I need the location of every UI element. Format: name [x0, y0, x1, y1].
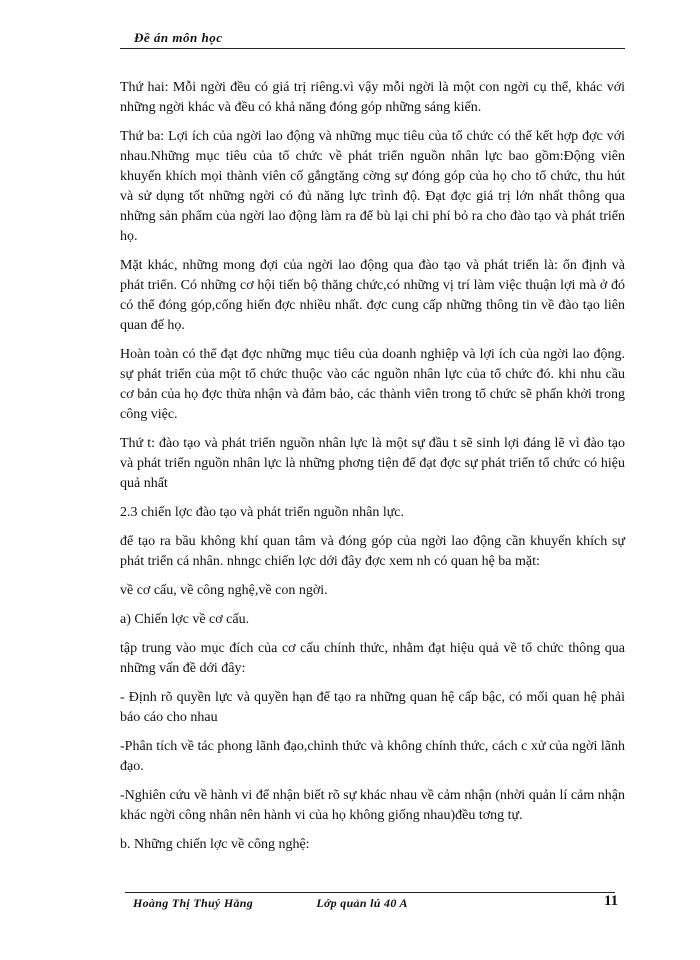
page-number: 11: [604, 893, 619, 909]
footer-class: Lớp quản lú 40 A: [316, 896, 408, 910]
paragraph: về cơ cấu, về công nghệ,về con ngời.: [120, 583, 328, 598]
subsection-heading: b. Những chiến lợc về công nghệ:: [120, 837, 310, 852]
page-footer: [133, 896, 633, 911]
paragraph: tập trung vào mục đích của cơ cấu chính thức, nhằm đạt hiệu quả về tổ chức thông qua những vấn đề dới đây:: [120, 641, 625, 676]
page-header: [120, 30, 625, 49]
section-heading: 2.3 chiến lợc đào tạo và phát triển nguồn nhân lực.: [120, 505, 405, 520]
footer-divider: [125, 892, 615, 893]
paragraph: Thứ hai: Mỗi ngời đều có giá trị riêng.vì vậy mỗi ngời là một con ngời cụ thể, khác với những ngời khác và đều có khả năng đóng góp những sáng kiến.: [120, 80, 625, 115]
list-item: -Phân tích về tác phong lãnh đạo,chình thức và không chính thức, cách c xử của ngời lãnh đạo.: [120, 739, 625, 774]
subsection-heading: a) Chiến lợc về cơ cấu.: [120, 612, 250, 627]
footer-author: Hoàng Thị Thuý Hằng: [133, 896, 254, 910]
paragraph: Mặt khác, những mong đợi của ngời lao động qua đào tạo và phát triển là: ổn định và phát triển. Có những cơ hội tiến bộ thăng chức,có những vị trí làm việc thuận lợi mà ở đó có thể đóng góp,cống hiến đợc nhiều nhất. đợc cung cấp những thông tin về đào tạo liên quan đế họ.: [120, 258, 625, 333]
paragraph: Thứ t: đào tạo và phát triển nguồn nhân lực là một sự đầu t sẽ sinh lợi đáng lẽ vì đào tạo và phát triển nguồn nhân lực là những phơng tiện để đạt đợc sự phát triển tổ chức có hiệu quả nhất: [120, 436, 625, 491]
header-title: Đề án môn học: [134, 30, 223, 45]
paragraph: Hoàn toàn có thể đạt đợc những mục tiêu của doanh nghiệp và lợi ích của ngời lao động. sự phát triển của một tổ chức thuộc vào các nguồn nhân lực của tổ chức đó. khi nhu cầu cơ bản của họ đợc thừa nhận và đảm bảo, các thành viên trong tổ chức sẽ phấn khởi trong công việc.: [120, 347, 625, 422]
document-body: [120, 78, 625, 864]
paragraph: để tạo ra bầu không khí quan tâm và đóng góp của ngời lao động cần khuyến khích sự phát triển cá nhân. nhngc chiến lợc dới đây đợc xem nh có quan hệ ba mặt:: [120, 534, 625, 569]
paragraph: Thứ ba: Lợi ích của ngời lao động và những mục tiêu của tổ chức có thể kết hợp đợc với nhau.Những mục tiêu của tổ chức về phát triển nguồn nhân lực bao gồm:Động viên khuyến khích mọi thành viên cố gắngtăng cờng sự đóng góp của họ cho tổ chức, thu hút và sử dụng tốt những ngời có đủ năng lực trình độ. Đạt đợc giá trị lớn nhất thông qua những sản phẩm của ngời lao động làm ra để bù lại chi phí bỏ ra cho đào tạo và phát triển họ.: [120, 129, 625, 244]
list-item: - Định rõ quyền lực và quyền hạn để tạo ra những quan hệ cấp bậc, có mối quan hệ phải báo cáo cho nhau: [120, 690, 625, 725]
list-item: -Nghiên cứu về hành vi để nhận biết rõ sự khác nhau về cảm nhận (nhời quản lí cảm nhận khác ngời công nhân nên hành vi của họ không giống nhau)đều tơng tự.: [120, 788, 625, 823]
